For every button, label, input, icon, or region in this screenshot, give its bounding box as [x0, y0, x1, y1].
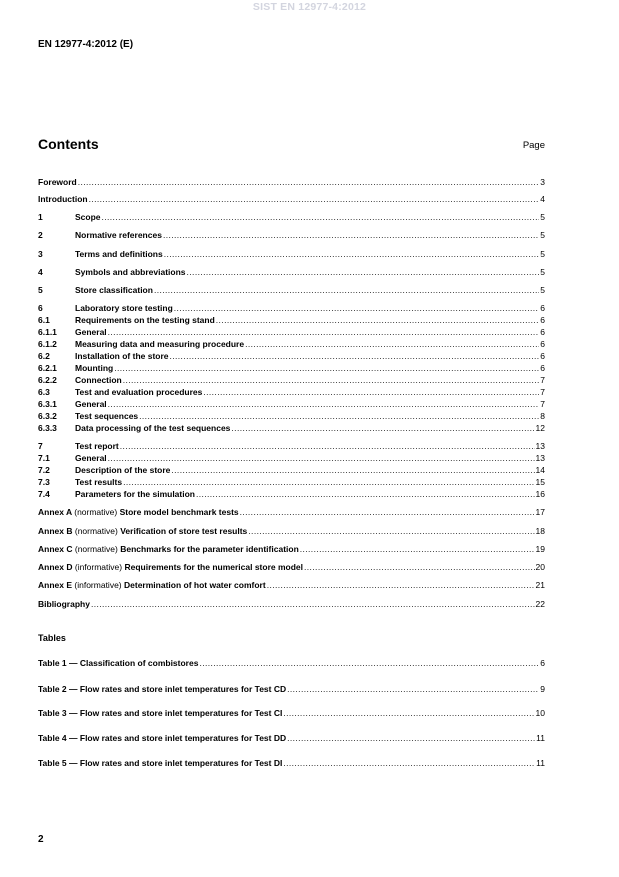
toc-entry-title: Parameters for the simulation — [75, 489, 195, 499]
toc-entry-title: Test report — [75, 441, 119, 451]
toc-entry-page: 3 — [540, 177, 545, 187]
toc-entry-number: 7.4 — [38, 489, 50, 499]
toc-entry-6-3-1[interactable] — [38, 398, 545, 410]
toc-entry-title: General — [75, 327, 107, 337]
toc-entry-number: 7.3 — [38, 477, 50, 487]
toc-entry-number: 6.2 — [38, 351, 50, 361]
leader-dots — [283, 757, 535, 769]
toc-entry-page: 6 — [540, 351, 545, 361]
table-page: 9 — [540, 684, 545, 694]
annex-title: Annex D (informative) Requirements for the numerical store model — [38, 562, 304, 572]
toc-entry-clause-6[interactable] — [38, 302, 545, 314]
toc-entry-number: 6.2.1 — [38, 363, 57, 373]
toc-entry-page: 22 — [535, 599, 545, 609]
toc-entry-page: 5 — [540, 230, 545, 240]
toc-entry-title: Introduction — [38, 194, 88, 204]
toc-entry-bibliography[interactable] — [38, 598, 545, 610]
toc-entry-6-1[interactable] — [38, 314, 545, 326]
toc-entry-title: Test and evaluation procedures — [75, 387, 203, 397]
toc-entry-clause-5[interactable] — [38, 284, 545, 296]
leader-dots — [164, 248, 540, 260]
toc-entry-number: 4 — [38, 267, 43, 277]
leader-dots — [139, 410, 539, 422]
leader-dots — [187, 266, 540, 278]
leader-dots — [216, 314, 539, 326]
toc-entry-page: 6 — [540, 339, 545, 349]
toc-entry-clause-7[interactable] — [38, 440, 545, 452]
toc-entry-introduction[interactable] — [38, 193, 545, 205]
toc-entry-number: 6.1 — [38, 315, 50, 325]
toc-entry-number: 7 — [38, 441, 43, 451]
leader-dots — [123, 476, 534, 488]
toc-entry-title: Scope — [75, 212, 101, 222]
leader-dots — [174, 302, 539, 314]
toc-entry-page: 17 — [535, 507, 545, 517]
leader-dots — [108, 398, 540, 410]
toc-entry-clause-2[interactable] — [38, 229, 545, 241]
toc-entry-title: Terms and definitions — [75, 249, 163, 259]
toc-entry-number: 6.2.2 — [38, 375, 57, 385]
annex-title: Annex A (normative) Store model benchmark tests — [38, 507, 239, 517]
toc-entry-page: 6 — [540, 315, 545, 325]
table-title: Table 3 — Flow rates and store inlet temperatures for Test CI — [38, 708, 283, 718]
toc-entry-number: 6.3 — [38, 387, 50, 397]
toc-entry-title: Mounting — [75, 363, 114, 373]
leader-dots — [108, 452, 535, 464]
toc-entry-clause-1[interactable] — [38, 211, 545, 223]
leader-dots — [231, 422, 534, 434]
table-page: 11 — [536, 758, 545, 768]
toc-entry-7-3[interactable] — [38, 476, 545, 488]
toc-entry-title: Store classification — [75, 285, 153, 295]
leader-dots — [304, 561, 535, 573]
table-title: Table 2 — Flow rates and store inlet temperatures for Test CD — [38, 684, 287, 694]
leader-dots — [267, 579, 535, 591]
toc-entry-number: 5 — [38, 285, 43, 295]
toc-table-3[interactable] — [38, 707, 545, 719]
toc-entry-6-1-1[interactable] — [38, 326, 545, 338]
toc-entry-page: 14 — [535, 465, 545, 475]
toc-entry-page: 21 — [535, 580, 545, 590]
toc-entry-page: 20 — [535, 562, 545, 572]
toc-entry-title: Foreword — [38, 177, 77, 187]
toc-annex-a[interactable] — [38, 506, 545, 518]
toc-entry-clause-3[interactable] — [38, 248, 545, 260]
leader-dots — [248, 525, 534, 537]
toc-entry-6-2-2[interactable] — [38, 374, 545, 386]
toc-entry-page: 5 — [540, 267, 545, 277]
toc-entry-title: Requirements on the testing stand — [75, 315, 215, 325]
toc-entry-title: Test results — [75, 477, 123, 487]
toc-entry-6-1-2[interactable] — [38, 338, 545, 350]
annex-title: Annex E (informative) Determination of hot water comfort — [38, 580, 266, 590]
toc-entry-6-3[interactable] — [38, 386, 545, 398]
leader-dots — [114, 362, 539, 374]
toc-entry-number: 6.1.1 — [38, 327, 57, 337]
page-number: 2 — [38, 834, 44, 845]
toc-entry-page: 13 — [535, 441, 545, 451]
toc-entry-number: 6 — [38, 303, 43, 313]
toc-entry-7-4[interactable] — [38, 488, 545, 500]
page-column-label: Page — [522, 140, 545, 151]
toc-annex-b[interactable] — [38, 525, 545, 537]
leader-dots — [102, 211, 540, 223]
table-title: Table 1 — Classification of combistores — [38, 658, 199, 668]
toc-entry-page: 6 — [540, 303, 545, 313]
table-page: 6 — [540, 658, 545, 668]
leader-dots — [196, 488, 535, 500]
toc-entry-page: 5 — [540, 249, 545, 259]
leader-dots — [240, 506, 535, 518]
toc-entry-6-3-2[interactable] — [38, 410, 545, 422]
toc-entry-page: 8 — [540, 411, 545, 421]
toc-entry-title: Test sequences — [75, 411, 139, 421]
standard-id: EN 12977-4:2012 (E) — [38, 39, 134, 50]
toc-entry-title: Connection — [75, 375, 122, 385]
toc-entry-number: 1 — [38, 212, 43, 222]
toc-entry-title: Installation of the store — [75, 351, 169, 361]
toc-entry-title: Symbols and abbreviations — [75, 267, 186, 277]
watermark: SIST EN 12977-4:2012 — [252, 1, 367, 13]
toc-entry-page: 7 — [540, 375, 545, 385]
leader-dots — [89, 193, 540, 205]
toc-entry-title: General — [75, 399, 107, 409]
toc-annex-e[interactable] — [38, 579, 545, 591]
contents-title: Contents — [38, 136, 99, 152]
toc-entry-number: 6.3.1 — [38, 399, 57, 409]
toc-entry-title: Data processing of the test sequences — [75, 423, 231, 433]
toc-entry-page: 16 — [535, 489, 545, 499]
toc-entry-number: 3 — [38, 249, 43, 259]
toc-entry-title: Laboratory store testing — [75, 303, 173, 313]
toc-entry-number: 7.1 — [38, 453, 50, 463]
leader-dots — [283, 707, 534, 719]
toc-entry-clause-4[interactable] — [38, 266, 545, 278]
table-title: Table 5 — Flow rates and store inlet temperatures for Test DI — [38, 758, 283, 768]
toc-entry-page: 12 — [535, 423, 545, 433]
toc-entry-page: 7 — [540, 399, 545, 409]
toc-entry-page: 18 — [535, 526, 545, 536]
toc-entry-6-2[interactable] — [38, 350, 545, 362]
toc-entry-title: General — [75, 453, 107, 463]
leader-dots — [108, 326, 540, 338]
leader-dots — [203, 386, 539, 398]
toc-entry-title: Description of the store — [75, 465, 171, 475]
leader-dots — [170, 350, 540, 362]
toc-table-1[interactable] — [38, 657, 545, 669]
toc-entry-page: 6 — [540, 363, 545, 373]
toc-entry-page: 5 — [540, 285, 545, 295]
toc-entry-6-2-1[interactable] — [38, 362, 545, 374]
leader-dots — [300, 543, 535, 555]
toc-entry-number: 6.3.3 — [38, 423, 57, 433]
toc-entry-page: 19 — [535, 544, 545, 554]
toc-entry-title: Normative references — [75, 230, 162, 240]
toc-table-2[interactable] — [38, 683, 545, 695]
toc-entry-title: Bibliography — [38, 599, 90, 609]
toc-entry-page: 7 — [540, 387, 545, 397]
toc-entry-page: 13 — [535, 453, 545, 463]
toc-table-5[interactable] — [38, 757, 545, 769]
table-title: Table 4 — Flow rates and store inlet temperatures for Test DD — [38, 733, 287, 743]
toc-entry-number: 6.1.2 — [38, 339, 57, 349]
toc-entry-number: 7.2 — [38, 465, 50, 475]
toc-entry-7-1[interactable] — [38, 452, 545, 464]
toc-entry-title: Measuring data and measuring procedure — [75, 339, 245, 349]
toc-entry-number: 6.3.2 — [38, 411, 57, 421]
annex-title: Annex C (normative) Benchmarks for the parameter identification — [38, 544, 299, 554]
leader-dots — [91, 598, 535, 610]
toc-entry-6-3-3[interactable] — [38, 422, 545, 434]
leader-dots — [287, 732, 535, 744]
table-page: 11 — [536, 733, 545, 743]
toc-entry-number: 2 — [38, 230, 43, 240]
table-page: 10 — [535, 708, 545, 718]
leader-dots — [163, 229, 539, 241]
leader-dots — [154, 284, 539, 296]
leader-dots — [287, 683, 539, 695]
leader-dots — [199, 657, 539, 669]
leader-dots — [120, 440, 535, 452]
leader-dots — [123, 374, 540, 386]
annex-title: Annex B (normative) Verification of store test results — [38, 526, 248, 536]
toc-entry-page: 5 — [540, 212, 545, 222]
toc-annex-c[interactable] — [38, 543, 545, 555]
toc-entry-foreword[interactable] — [38, 176, 545, 188]
leader-dots — [171, 464, 534, 476]
toc-annex-d[interactable] — [38, 561, 545, 573]
toc-entry-page: 6 — [540, 327, 545, 337]
leader-dots — [78, 176, 540, 188]
tables-heading: Tables — [38, 633, 66, 643]
toc-table-4[interactable] — [38, 732, 545, 744]
toc-entry-7-2[interactable] — [38, 464, 545, 476]
leader-dots — [245, 338, 539, 350]
toc-entry-page: 15 — [535, 477, 545, 487]
toc-entry-page: 4 — [540, 194, 545, 204]
